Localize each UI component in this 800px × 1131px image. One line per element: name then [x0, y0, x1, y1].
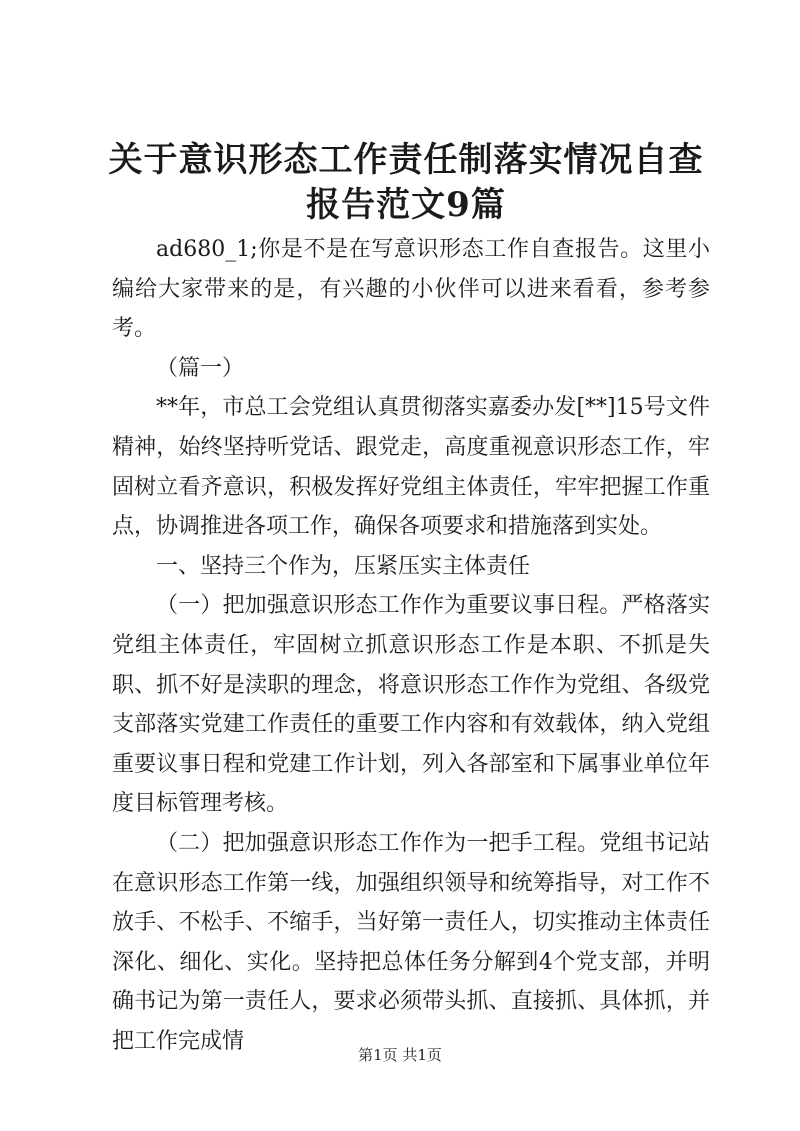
body-paragraph: （二）把加强意识形态工作作为一把手工程。党组书记站在意识形态工作第一线，加强组织领导和统筹指导，对工作不放手、不松手、不缩手，当好第一责任人，切实推动主体责任深化、细化、实化。坚持把总体任务分解到4个党支部，并明确书记为第一责任人，要求必须带头抓、直接抓、具体抓，并把工作完成情 — [112, 830, 710, 1054]
section-label: （篇一） — [156, 355, 245, 381]
intro-paragraph: ad680_1;你是不是在写意识形态工作自查报告。这里小编给大家带来的是，有兴趣的小伙伴可以进来看看，参考参考。 — [112, 237, 710, 342]
document-title: 关于意识形态工作责任制落实情况自查报告范文9篇 — [108, 140, 704, 225]
section-heading: 一、坚持三个作为，压紧压实主体责任 — [156, 553, 531, 579]
body-paragraph: （一）把加强意识形态工作作为重要议事日程。严格落实党组主体责任，牢固树立抓意识形态工作是本职、不抓是失职、抓不好是渎职的理念，将意识形态工作作为党组、各级党支部落实党建工作责任的重要工作内容和有效载体，纳入党组重要议事日程和党建工作计划，列入各部室和下属事业单位年度目标管理考核。 — [112, 593, 710, 817]
body-paragraph: **年，市总工会党组认真贯彻落实嘉委办发[**]15号文件精神，始终坚持听党话、跟党走，高度重视意识形态工作，牢固树立看齐意识，积极发挥好党组主体责任，牢牢把握工作重点，协调推进各项工作，确保各项要求和措施落到实处。 — [112, 395, 710, 540]
document-body — [112, 230, 710, 1061]
page-footer: 第1页 共1页 — [358, 1046, 442, 1064]
